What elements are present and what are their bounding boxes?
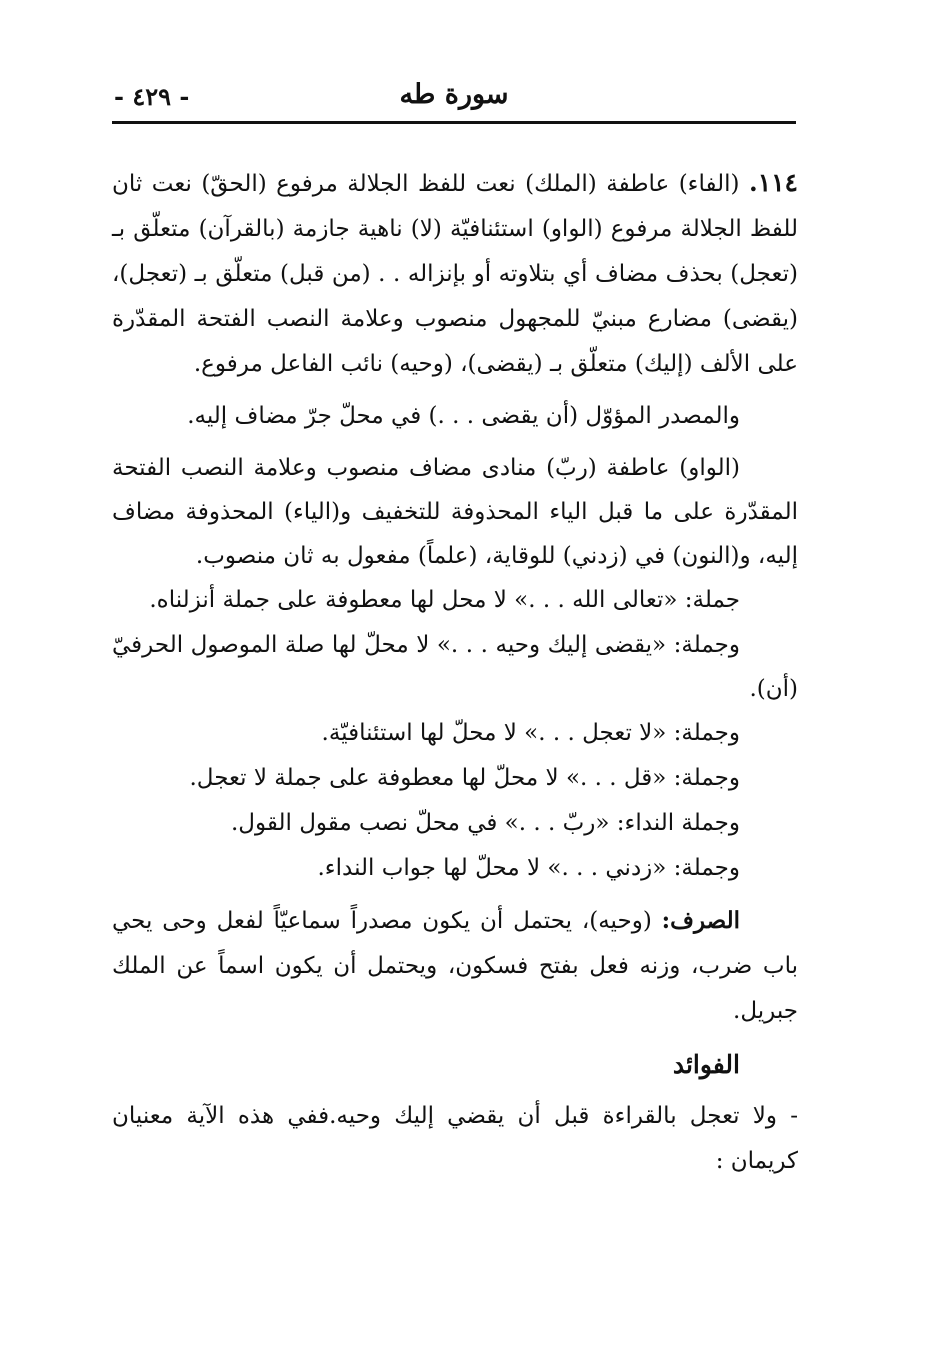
masdar-paragraph: والمصدر المؤوّل (أن يقضى . . .) في محلّ جرّ مضاف إليه. <box>187 403 740 429</box>
fawaid-heading: الفوائد <box>672 1050 740 1079</box>
verse-analysis-text: (الفاء) عاطفة (الملك) نعت للفظ الجلالة مرفوع (الحقّ) نعت ثان للفظ الجلالة مرفوع (الواو) استئنافيّة (لا) ناهية جازمة (بالقرآن) متعلّق بـ (تعجل) بحذف مضاف أي بتلاوته أو بإنزاله . . (من قبل) متعلّق بـ (تعجل)، (يقضى) مضارع مبنيّ للمجهول منصوب وعلامة النصب الفتحة المقدّرة على الألف (إليك) متعلّق بـ (يقضى)، (وحيه) نائب الفاعل مرفوع. <box>112 171 798 377</box>
page-body <box>112 160 798 1184</box>
sentence-analysis-line: جملة: «تعالى الله . . .» لا محل لها معطوفة على جملة أنزلناه. <box>149 587 740 613</box>
surah-title: سورة طه <box>399 79 509 110</box>
header-divider <box>112 121 796 124</box>
verse-analysis-paragraph <box>112 160 798 387</box>
page-number: - ٤٢٩ - <box>114 82 190 111</box>
sentence-analysis-line: وجملة النداء: «ربّ . . .» في محلّ نصب مقول القول. <box>230 810 740 836</box>
page-header <box>112 72 796 124</box>
sarf-paragraph <box>112 898 798 1034</box>
sentence-analysis-line: وجملة: «يقضى إليك وحيه . . .» لا محلّ لها صلة الموصول الحرفيّ (أن). <box>112 632 798 702</box>
sarf-text: (وحيه)، يحتمل أن يكون مصدراً سماعيّاً لفعل وحى يحي باب ضرب، وزنه فعل بفتح فسكون، ويحتمل أن يكون اسماً عن الملك جبريل. <box>112 908 798 1024</box>
sentence-analysis-line: وجملة: «قل . . .» لا محلّ لها معطوفة على جملة لا تعجل. <box>189 765 740 791</box>
sentence-analysis-line: وجملة: «لا تعجل . . .» لا محلّ لها استئنافيّة. <box>321 720 740 746</box>
vocative-paragraph: (الواو) عاطفة (ربّ) منادى مضاف منصوب وعلامة النصب الفتحة المقدّرة على ما قبل الياء المحذوفة للتخفيف و(الياء) المحذوفة مضاف إليه، و(النون) في (زدني) للوقاية، (علماً) مفعول به ثان منصوب. <box>112 455 798 569</box>
fawaid-paragraph: - ولا تعجل بالقراءة قبل أن يقضي إليك وحيه.ففي هذه الآية معنيان كريمان : <box>112 1103 798 1174</box>
sentence-analysis-line: وجملة: «زدني . . .» لا محلّ لها جواب النداء. <box>317 855 740 881</box>
verse-number: ١١٤. <box>748 168 798 197</box>
sarf-label: الصرف: <box>661 907 740 934</box>
